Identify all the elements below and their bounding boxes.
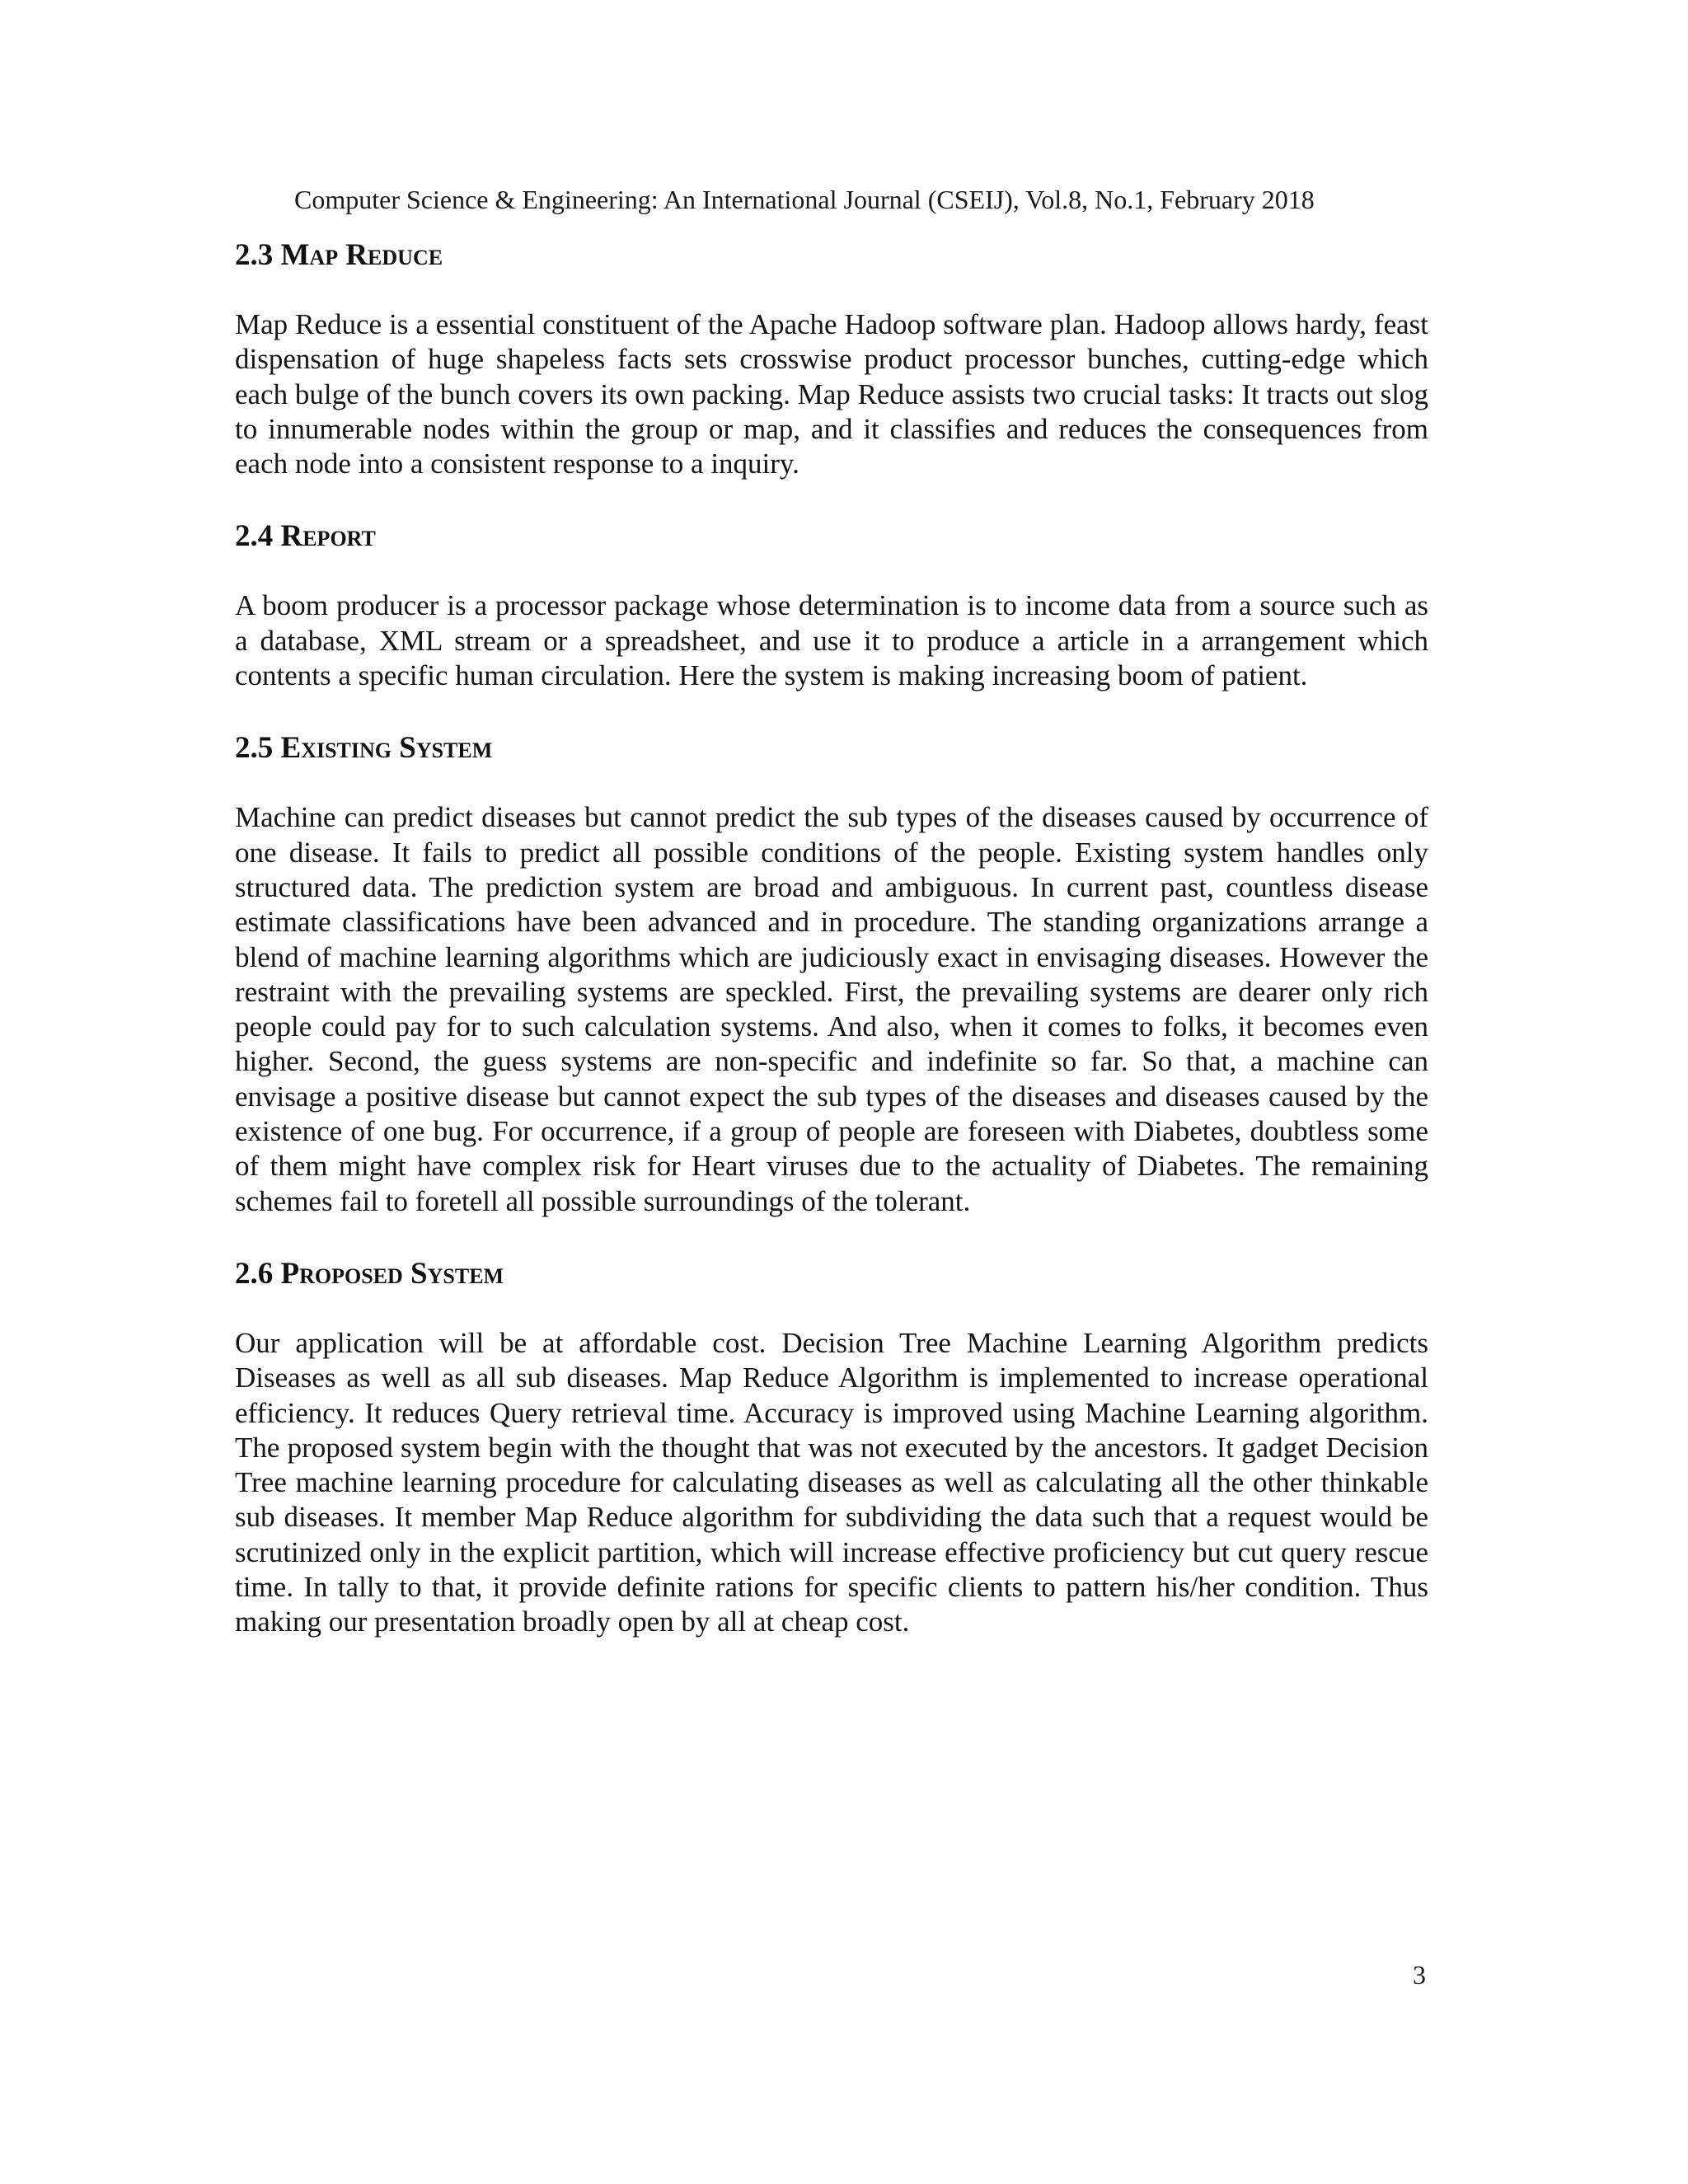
section-title: Report — [280, 519, 376, 554]
page-number: 3 — [1413, 1960, 1426, 1990]
section-title: Existing System — [280, 731, 493, 766]
section-heading — [235, 1255, 1428, 1293]
section-proposed-system — [235, 1255, 1428, 1640]
section-body: Map Reduce is a essential constituent of the Apache Hadoop software plan. Hadoop allows hardy, feast dispensation of huge shapeless facts sets crosswise product processor bunches, cutting-edge which each bulge of the bunch covers its own packing. Map Reduce assists two crucial tasks: It tracts out slog to innumerable nodes within the group or map, and it classifies and reduces the consequences from each node into a consistent response to a inquiry. — [235, 308, 1428, 480]
section-existing-system — [235, 729, 1428, 1219]
running-header: Computer Science & Engineering: An International Journal (CSEIJ), Vol.8, No.1, February 2018 — [294, 185, 1315, 214]
section-number: 2.4 — [235, 519, 274, 554]
section-map-reduce — [235, 237, 1428, 481]
section-report — [235, 518, 1428, 693]
section-title: Map Reduce — [280, 238, 443, 272]
page-content — [235, 237, 1428, 1640]
section-body: Machine can predict diseases but cannot predict the sub types of the diseases caused by occurrence of one disease. It fails to predict all possible conditions of the people. Existing system handles only structured data. The prediction system are broad and ambiguous. In current past, countless disease estimate classifications have been advanced and in procedure. The standing organizations arrange a blend of machine learning algorithms which are judiciously exact in envisaging diseases. However the restraint with the prevailing systems are speckled. First, the prevailing systems are dearer only rich people could pay for to such calculation systems. And also, when it comes to folks, it becomes even higher. Second, the guess systems are non-specific and indefinite so far. So that, a machine can envisage a positive disease but cannot expect the sub types of the diseases and diseases caused by the existence of one bug. For occurrence, if a group of people are foreseen with Diabetes, doubtless some of them might have complex risk for Heart viruses due to the actuality of Diabetes. The remaining schemes fail to foretell all possible surroundings of the tolerant. — [235, 801, 1428, 1217]
section-heading — [235, 729, 1428, 767]
section-body: Our application will be at affordable cost. Decision Tree Machine Learning Algorithm predicts Diseases as well as all sub diseases. Map Reduce Algorithm is implemented to increase operational efficiency. It reduces Query retrieval time. Accuracy is improved using Machine Learning algorithm. The proposed system begin with the thought that was not executed by the ancestors. It gadget Decision Tree machine learning procedure for calculating diseases as well as calculating all the other thinkable sub diseases. It member Map Reduce algorithm for subdividing the data such that a request would be scrutinized only in the explicit partition, which will increase effective proficiency but cut query rescue time. In tally to that, it provide definite rations for specific clients to pattern his/her condition. Thus making our presentation broadly open by all at cheap cost. — [235, 1326, 1428, 1638]
section-number: 2.3 — [235, 238, 274, 272]
section-number: 2.5 — [235, 731, 274, 766]
section-number: 2.6 — [235, 1256, 274, 1291]
section-heading — [235, 237, 1428, 274]
section-title: Proposed System — [280, 1256, 504, 1291]
section-heading — [235, 518, 1428, 555]
section-body: A boom producer is a processor package whose determination is to income data from a source such as a database, XML stream or a spreadsheet, and use it to produce a article in a arrangement which contents a specific human circulation. Here the system is making increasing boom of patient. — [235, 589, 1428, 692]
